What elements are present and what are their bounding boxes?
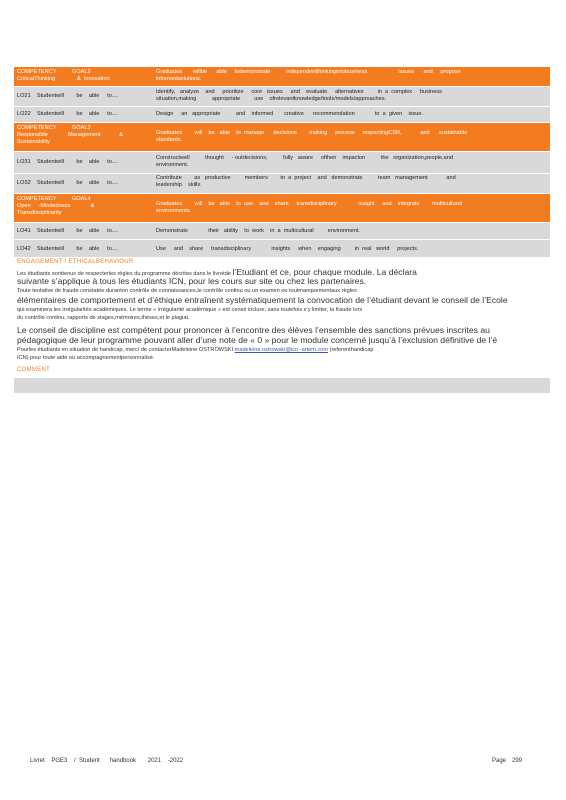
engagement-title: ENGAGEMENT / ETHICALBEHAVIOUR bbox=[17, 259, 134, 265]
engagement-text: du contrôle continu, rapports de stages,mémoires,thèses,et le plagiat. bbox=[17, 315, 190, 321]
lo-description: Contribute as productive members to a project and demonstrate team management and leadership skills. bbox=[156, 175, 456, 188]
engagement-paragraph-4 bbox=[17, 347, 549, 354]
competency-goal-3-description: Graduates will be able to manage decisions making process respectingCSR, and sustainable standards. bbox=[156, 130, 468, 143]
comment-box[interactable] bbox=[14, 378, 550, 393]
competency-goal-2-description: Graduates willbe able todemonstrate independentthinkingintobusiness issues and propose informedsolutions. bbox=[156, 69, 461, 82]
contact-email-link[interactable]: madeleine.ostrowski@icn -artem.com bbox=[234, 347, 329, 353]
lo-row bbox=[14, 107, 550, 123]
lo-label: LO21 Studentwill be able to.... bbox=[17, 93, 119, 99]
lo-row bbox=[14, 152, 550, 174]
engagement-text: suivante s’applique à tous les étudiants ICN, pour les cours sur site ou chez les partenaires. bbox=[17, 277, 367, 286]
lo-description: Demonstrate their ability to work in a multicultural environment. bbox=[156, 228, 360, 234]
competency-goal-2-header bbox=[14, 67, 550, 87]
engagement-text: ICN) pour toute aide ou accompagnementpersonnalisé. bbox=[17, 355, 155, 361]
comment-title: COMMENT bbox=[17, 367, 51, 373]
lo-label: LO42 Studentwill be able to.... bbox=[17, 246, 119, 252]
competency-goal-4-label: COMPETENCY GOAL4 Open -Mindedness & Transdisciplinarity bbox=[17, 196, 95, 216]
footer-handbook-label: Livret PGE3 / Student handbook 2021 -2022 bbox=[30, 758, 184, 764]
lo-description: Constructwell thought - outdecisions, fully aware oftheir impacton the organization,people,and environment. bbox=[156, 155, 453, 168]
lo-row bbox=[14, 87, 550, 107]
engagement-text: Pourles étudiants en situation de handicap, merci de contacterMadeleine OSTROWSKI bbox=[17, 347, 234, 353]
lo-row bbox=[14, 223, 550, 240]
lo-row bbox=[14, 174, 550, 194]
lo-description: Identify, analyze and prioritize core issues and evaluate alternatives in a complex business situation,making appropriate use ofrelevantknowledge/tools/models/approaches. bbox=[156, 89, 442, 102]
lo-description: Design an appropriate and informed creative recommendation to a given issue. bbox=[156, 111, 424, 117]
lo-label: LO31 Studentwill be able to.... bbox=[17, 159, 119, 165]
lo-row bbox=[14, 240, 550, 258]
engagement-text: Toute tentative de fraude constatée duranton contrôle de connaissances,le contrôle continu ou un examen ou toutmanquementaux règles bbox=[17, 288, 357, 294]
footer-page-number: 299 bbox=[512, 758, 523, 764]
lo-label: LO41 Studentwill be able to.... bbox=[17, 228, 119, 234]
engagement-text: (referenthandicap bbox=[329, 347, 374, 353]
competency-goal-4-header bbox=[14, 194, 550, 223]
engagement-text: Les étudiants sonttenus de respecterles règles du programme décrites dans le livretde bbox=[17, 271, 231, 277]
competency-goal-2-label: COMPETENCY GOAL2 CriticalThinking & Innovation bbox=[17, 69, 110, 82]
engagement-text: qui examinera les irrégularités académiques. Le terme « irrégularité académique » est censé inclure, sans toutefois s’y limiter, la fraude lors bbox=[17, 307, 363, 313]
lo-label: LO22 Studentwill be able to.... bbox=[17, 111, 119, 117]
competency-goal-4-description: Graduates will be able to use and share transdisciplinary insight and integrate multicultural environments. bbox=[156, 201, 462, 214]
engagement-text: élémentaires de comportement et d’éthique entraînent systématiquement la convocation de l’étudiant devant le conseil de l’Ecole bbox=[17, 296, 508, 305]
footer-page-label: Page bbox=[492, 758, 507, 764]
lo-label: LO32 Studentwill be able to.... bbox=[17, 180, 119, 186]
engagement-text: l’Etudiant et ce, pour chaque module. La déclara bbox=[232, 269, 417, 277]
competency-goal-3-label: COMPETENCY GOAL3 Responsible Management & Sustainability bbox=[17, 125, 124, 145]
lo-description: Use and share transdisciplinary insights when engaging in real world projects. bbox=[156, 246, 419, 252]
engagement-text: pédagogique de leur programme pouvant aller d’une note de « 0 » pour le module concerné jusqu’à l’exclusion définitive de l’é bbox=[17, 336, 498, 345]
engagement-text: Le conseil de discipline est compétent pour prononcer à l’encontre des élèves l’ensemble des sanctions prévues inscrites au bbox=[17, 326, 490, 335]
competency-goal-3-header bbox=[14, 123, 550, 152]
